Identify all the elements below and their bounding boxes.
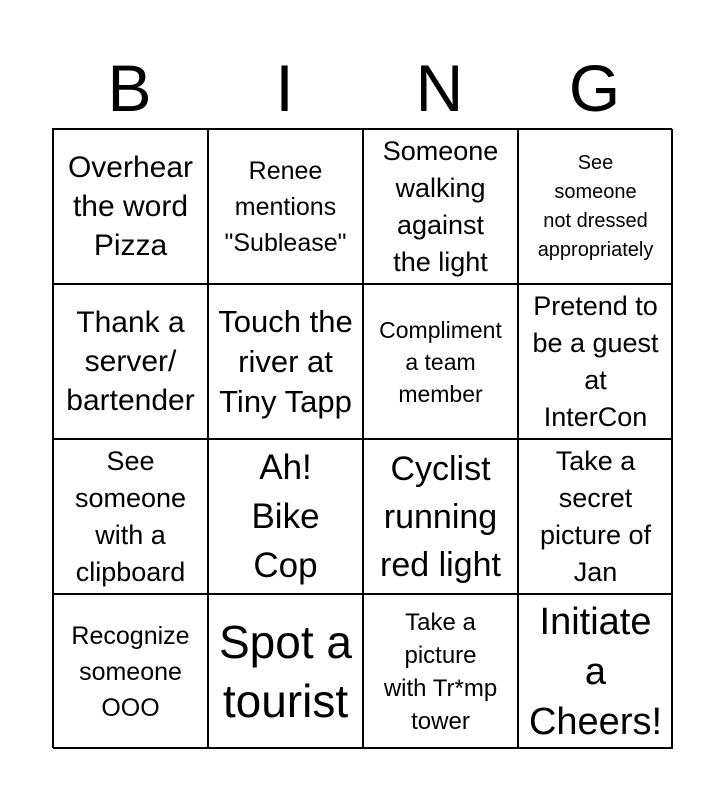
bingo-cell[interactable]: [518, 594, 673, 749]
bingo-cell[interactable]: [363, 129, 518, 284]
bingo-cell[interactable]: [208, 284, 363, 439]
cell-text: Ah! Bike Cop: [251, 448, 320, 585]
cell-text: Overhear the word Pizza: [67, 151, 194, 262]
cell-text: Recognize someone OOO: [71, 621, 190, 722]
bingo-cell[interactable]: [53, 594, 208, 749]
cell-text: Take a picture with Tr*mp tower: [383, 608, 498, 735]
bingo-cell[interactable]: [518, 129, 673, 284]
bingo-cell[interactable]: [518, 439, 673, 594]
cell-text: See someone with a clipboard: [74, 445, 187, 587]
cell-text: Pretend to be a guest at InterCon: [532, 290, 659, 432]
cell-text: Cyclist running red light: [380, 449, 501, 584]
cell-text: Compliment a team member: [379, 316, 502, 407]
header-letter-i: I: [275, 51, 294, 125]
bingo-cell[interactable]: [53, 129, 208, 284]
bingo-cell[interactable]: [208, 594, 363, 749]
header-letter-g: G: [568, 51, 621, 125]
cell-text: Spot a tourist: [219, 615, 352, 727]
header-letter-b: B: [107, 51, 152, 125]
bingo-board: [52, 128, 672, 748]
bingo-header: [52, 50, 672, 126]
bingo-cell[interactable]: [53, 284, 208, 439]
bingo-cell[interactable]: [53, 439, 208, 594]
bingo-cell[interactable]: [518, 284, 673, 439]
cell-text: Initiate a Cheers!: [528, 600, 663, 743]
cell-text: Take a secret picture of Jan: [539, 445, 652, 587]
bingo-cell[interactable]: [208, 439, 363, 594]
header-letter-n: N: [415, 51, 464, 125]
bingo-cell[interactable]: [363, 439, 518, 594]
bingo-cell[interactable]: [208, 129, 363, 284]
bingo-cell[interactable]: [363, 594, 518, 749]
cell-text: Thank a server/ bartender: [66, 306, 195, 417]
cell-text: See someone not dressed appropriately: [537, 151, 654, 261]
cell-text: Someone walking against the light: [382, 135, 499, 277]
bingo-cell[interactable]: [363, 284, 518, 439]
cell-text: Renee mentions "Sublease": [224, 156, 347, 257]
cell-text: Touch the river at Tiny Tapp: [218, 303, 353, 419]
